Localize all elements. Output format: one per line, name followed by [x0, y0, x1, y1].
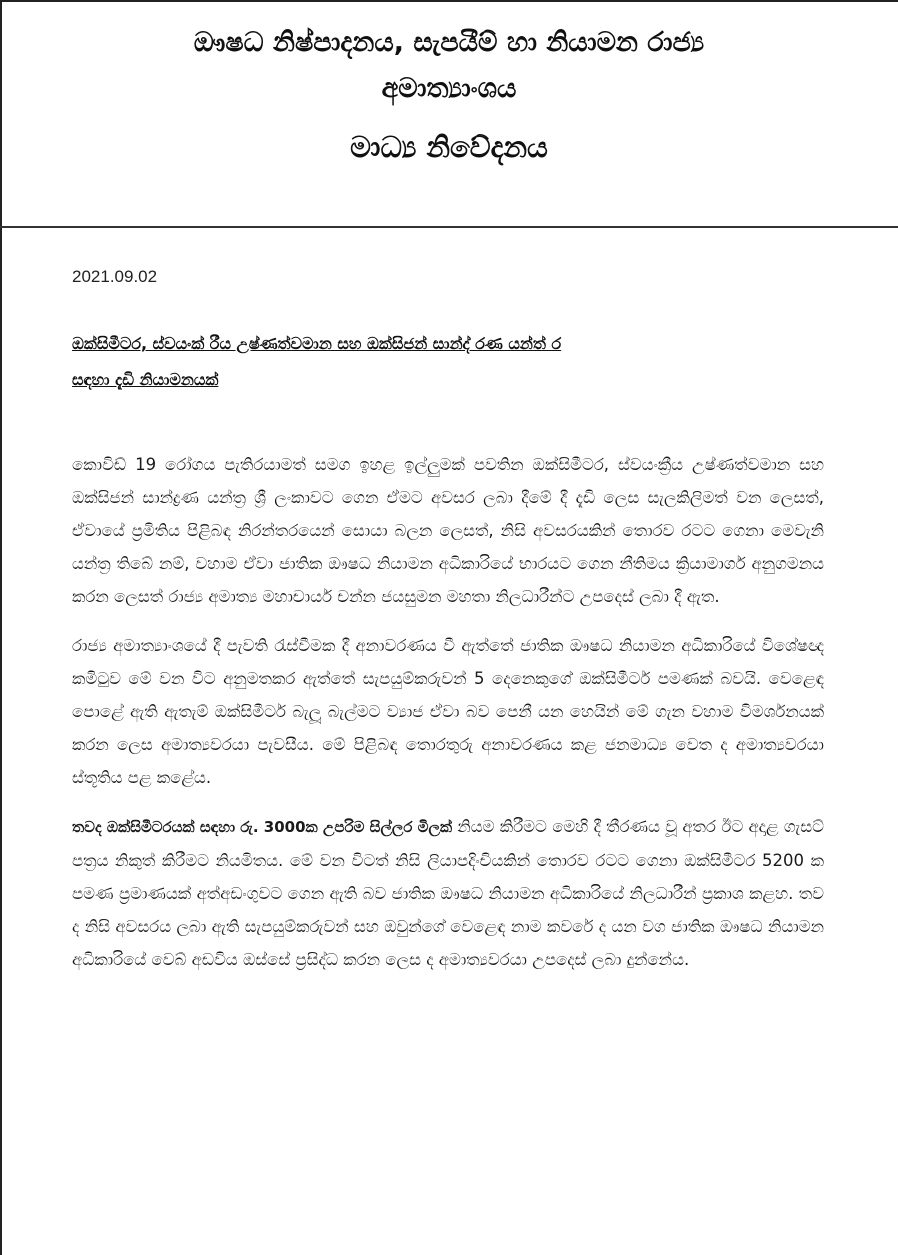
document-body: [72, 448, 824, 992]
subject-line-2: සඳහා දැඩි නියාමනයක්: [72, 370, 219, 389]
header-divider: [0, 226, 898, 228]
paragraph-3-bold-lead: තවද ඔක්සිමීටරයක් සඳහා රු. 3000ක උපරිම සිල්ලර මිලක්: [72, 818, 453, 836]
document-title: මාධ්‍ය නිවේදනය: [350, 130, 548, 164]
subject-line-1: ඔක්සිමීටර, ස්වයංක් රීය උෂ්ණත්වමාන සහ ඔක්සිජන් සාන්ද් රණ යන්ත් ර: [72, 334, 562, 353]
release-date: 2021.09.02: [72, 267, 158, 286]
ministry-name-line-1: ඖෂධ නිෂ්පාදනය, සැපයීම් හා නියාමන රාජ්‍ය: [193, 27, 705, 58]
paragraph-2: රාජ්‍ය අමාත්‍යාංශයේ දී පැවති රැස්වීමක දී අනාවරණය වී ඇත්තේ ජාතික ඖෂධ නියාමන අධිකාරියේ විශේෂඥ කමිටුව මේ වන විට අනුමතකර ඇත්තේ සැපයුම්කරුවන් 5 දෙනෙකුගේ ඔක්සිමීටර් පමණක් බවයි. වෙළෙඳ පොළේ ඇති ඇතැම් ඔක්සිමීටර් බැලූ බැල්මට ව්‍යාජ ඒවා බව පෙනී යන හෙයින් මේ ගැන වහාම විමර්ශනයක් කරන ලෙස අමාත්‍යවරයා පැවසීය. මේ පිළිබඳ තොරතුරු අනාවරණය කළ ජනමාධ්‍ය වෙත ද අමාත්‍යවරයා ස්තූතිය පළ කළේය.: [72, 636, 824, 787]
subject-heading: [72, 326, 792, 398]
ministry-name-line-2: අමාත්‍යාංශය: [381, 73, 517, 104]
paragraph-3: [72, 810, 824, 976]
paragraph-1: කොවිඩ් 19 රෝගය පැතිරයාමත් සමග ඉහළ ඉල්ලුමක් පවතින ඔක්සිමීටර, ස්වයංක්‍රීය උෂ්ණත්වමාන සහ ඔක්සිජන් සාන්ද්‍රණ යන්ත්‍ර ශ්‍රී ලංකාවට ගෙන ඒමට අවසර ලබා දීමේ දී දැඩි ලෙස සැලකිලිමත් වන ලෙසත්, ඒවායේ ප්‍රමිතිය පිළිබඳ නිරන්තරයෙන් සොයා බලන ලෙසත්, නිසි අවසරයකින් තොරව රටට ගෙනා මෙවැනි යන්ත්‍ර තිබේ නම්, වහාම ඒවා ජාතික ඖෂධ නියාමන අධිකාරියේ භාරයට ගෙන නීතිමය ක්‍රියාමාර්ග අනුගමනය කරන ලෙසත් රාජ්‍ය අමාත්‍ය මහාචාර්ය චන්න ජයසුමන මහතා නිලධාරීන්ට උපදෙස් ලබා දී ඇත.: [72, 455, 824, 606]
paragraph-3-text: නියම කිරීමට මෙහි දී තීරණය වූ අතර ඊට අදාළ ගැසට් පත්‍රය නිකුත් කිරීමට නියමිතය. මේ වන විටත් නිසි ලියාපදිංචියකින් තොරව රටට ගෙනා ඔක්සිමීටර 5200 ක පමණ ප්‍රමාණයක් අත්අඩංගුවට ගෙන ඇති බව ජාතික ඖෂධ නියාමන අධිකාරියේ නිලධාරීන් ප්‍රකාශ කළහ. තව ද නිසි අවසරය ලබා ඇති සැපයුම්කරුවන් සහ ඔවුන්ගේ වෙළෙඳ නාම කවරේ ද යන වග ජාතික ඖෂධ නියාමන අධිකාරියේ වෙබ් අඩවිය ඔස්සේ ප්‍රසිද්ධ කරන ලෙස ද අමාත්‍යවරයා උපදෙස් ලබා දුන්නේය.: [72, 817, 824, 969]
document-header: [0, 20, 898, 170]
